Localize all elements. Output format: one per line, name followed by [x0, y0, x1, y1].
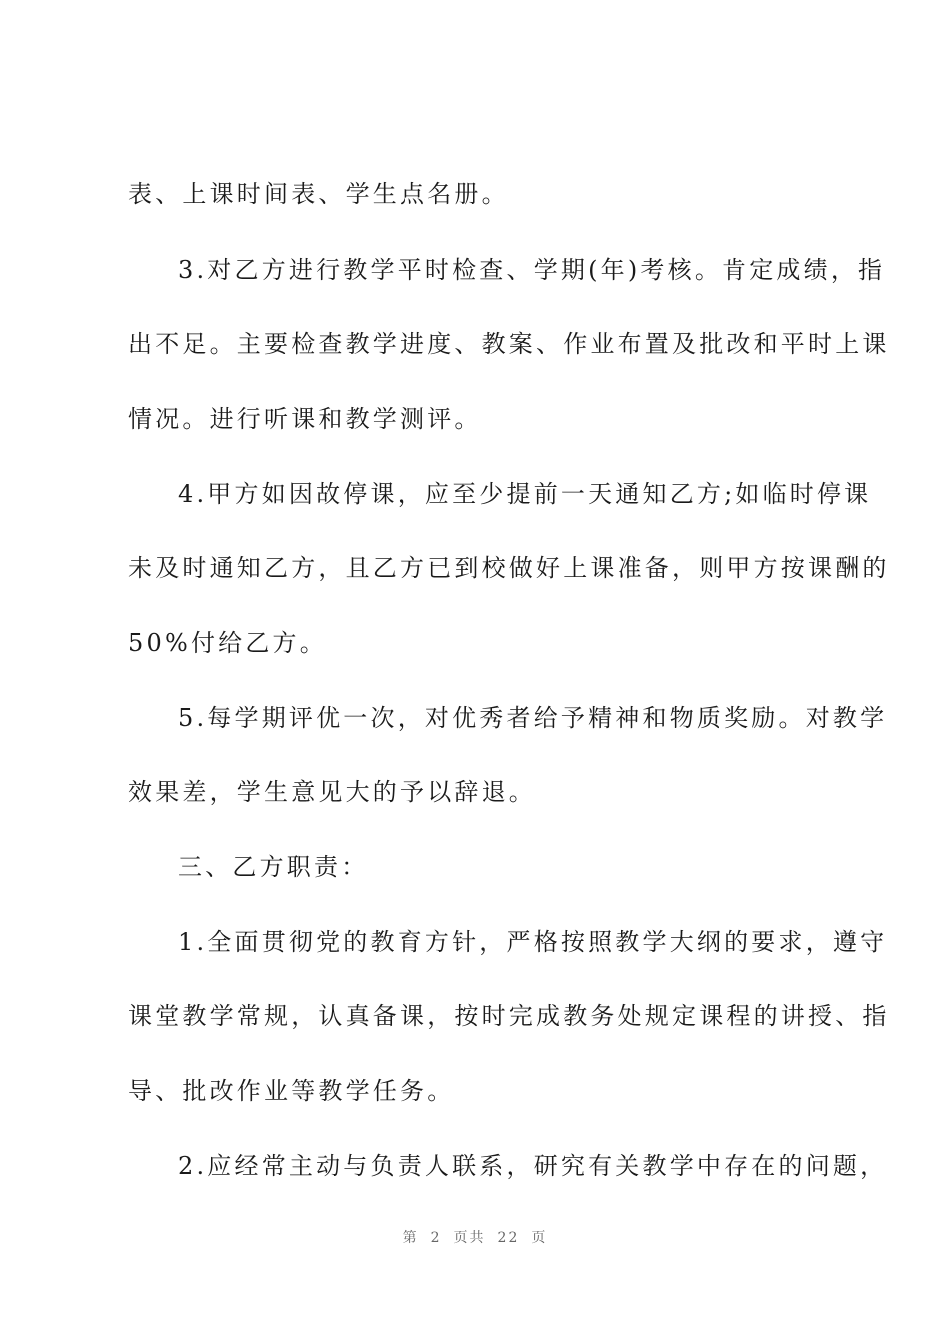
text-line: 效果差，学生意见大的予以辞退。 [128, 778, 536, 806]
text-line: 4.甲方如因故停课，应至少提前一天通知乙方;如临时停课 [178, 480, 872, 508]
footer-prefix: 第 [402, 1230, 419, 1246]
text-line: 50%付给乙方。 [128, 629, 327, 657]
footer-suffix: 页 [531, 1230, 548, 1246]
text-line: 2.应经常主动与负责人联系，研究有关教学中存在的问题， [178, 1152, 888, 1180]
total-pages: 22 [497, 1230, 520, 1246]
page-number: 2 [430, 1230, 442, 1246]
footer-middle: 页共 [453, 1230, 486, 1246]
section-heading: 三、乙方职责： [178, 853, 369, 881]
text-line: 表、上课时间表、学生点名册。 [128, 180, 509, 208]
text-line: 3.对乙方进行教学平时检查、学期(年)考核。肯定成绩，指 [178, 256, 886, 284]
text-line: 情况。进行听课和教学测评。 [128, 405, 482, 433]
text-line: 课堂教学常规，认真备课，按时完成教务处规定课程的讲授、指 [128, 1002, 890, 1030]
page-footer [0, 1228, 950, 1248]
text-line: 5.每学期评优一次，对优秀者给予精神和物质奖励。对教学 [178, 704, 888, 732]
text-line: 未及时通知乙方，且乙方已到校做好上课准备，则甲方按课酬的 [128, 554, 890, 582]
text-line: 导、批改作业等教学任务。 [128, 1077, 455, 1105]
text-line: 1.全面贯彻党的教育方针，严格按照教学大纲的要求，遵守 [178, 928, 888, 956]
text-line: 出不足。主要检查教学进度、教案、作业布置及批改和平时上课 [128, 330, 890, 358]
